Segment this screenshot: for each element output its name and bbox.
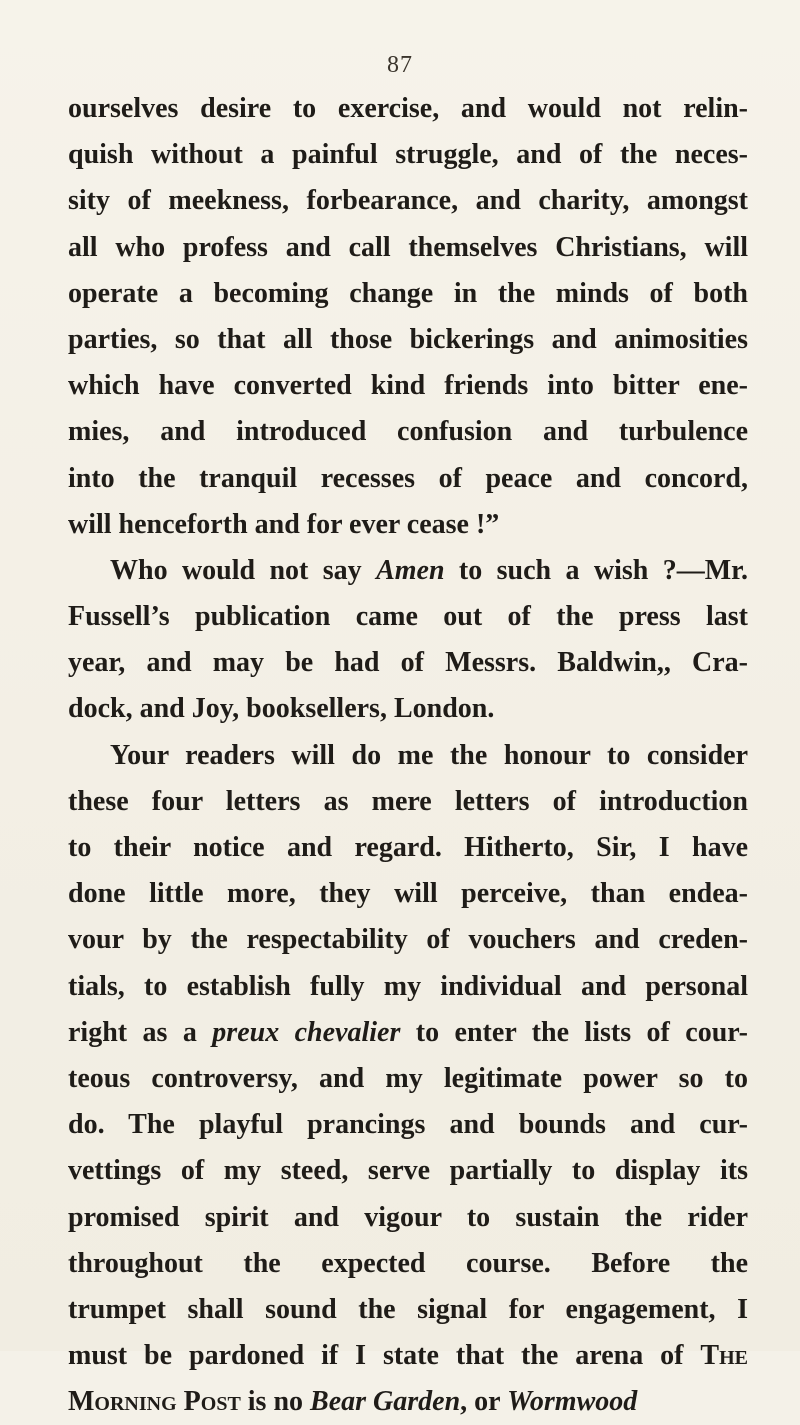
text-line: parties, so that all those bickerings and animosities: [68, 323, 748, 355]
smallcaps-word: The: [700, 1340, 748, 1372]
italic-phrase: Bear Garden: [310, 1386, 461, 1418]
text-line: sity of meekness, forbearance, and charity, amongst: [68, 185, 748, 217]
text-run: , or: [460, 1386, 508, 1418]
paragraph-start-line: [68, 548, 748, 594]
text-run: to enter the lists of cour-: [400, 1016, 748, 1048]
text-line: ourselves desire to exercise, and would not relin-: [68, 93, 748, 124]
italic-word: Amen: [376, 554, 445, 586]
text-run: must be pardoned if I state that the arena of: [68, 1340, 701, 1372]
text-run: to such a wish ?—Mr.: [444, 554, 749, 586]
text-line: into the tranquil recesses of peace and concord,: [68, 462, 748, 494]
text-line: [68, 1379, 748, 1425]
text-line: Fussell’s publication came out of the press last: [68, 601, 748, 633]
text-line: will henceforth and for ever cease !”: [68, 508, 500, 540]
paragraph-start-line: Your readers will do me the honour to consider: [110, 739, 748, 771]
text-line: promised spirit and vigour to sustain the rider: [68, 1201, 748, 1233]
text-line: quish without a painful struggle, and of the neces-: [68, 139, 748, 171]
text-line: all who profess and call themselves Christians, will: [68, 231, 748, 263]
text-line: these four letters as mere letters of introduction: [68, 785, 748, 817]
text-line: which have converted kind friends into bitter ene-: [68, 370, 748, 402]
text-line: teous controversy, and my legitimate power so to: [68, 1062, 748, 1094]
text-line: tials, to establish fully my individual and personal: [68, 970, 748, 1002]
text-line: dock, and Joy, booksellers, London.: [68, 693, 495, 725]
text-line: to their notice and regard. Hitherto, Sir, I have: [68, 832, 748, 863]
text-run: is no: [240, 1386, 311, 1418]
text-line: throughout the expected course. Before the: [68, 1247, 748, 1279]
smallcaps-title: Morning Post: [68, 1386, 241, 1418]
text-line: do. The playful prancings and bounds and cur-: [68, 1109, 748, 1141]
text-line: vour by the respectability of vouchers and creden-: [68, 924, 748, 956]
text-line: [68, 1010, 748, 1056]
text-line: done little more, they will perceive, than endea-: [68, 878, 748, 910]
text-run: right as a: [68, 1016, 213, 1048]
text-run: Who would not say: [110, 554, 377, 586]
page-number: 87: [387, 52, 413, 78]
italic-word: Wormwood: [507, 1386, 638, 1418]
text-line: vettings of my steed, serve partially to display its: [68, 1155, 748, 1187]
text-line: operate a becoming change in the minds of both: [68, 277, 748, 309]
text-line: year, and may be had of Messrs. Baldwin,, Cra-: [68, 647, 748, 679]
italic-phrase: preux chevalier: [212, 1016, 401, 1048]
text-line: trumpet shall sound the signal for engagement, I: [68, 1293, 748, 1325]
text-line: [68, 1333, 748, 1379]
text-line: mies, and introduced confusion and turbulence: [68, 416, 748, 448]
body-text: [68, 86, 748, 1425]
